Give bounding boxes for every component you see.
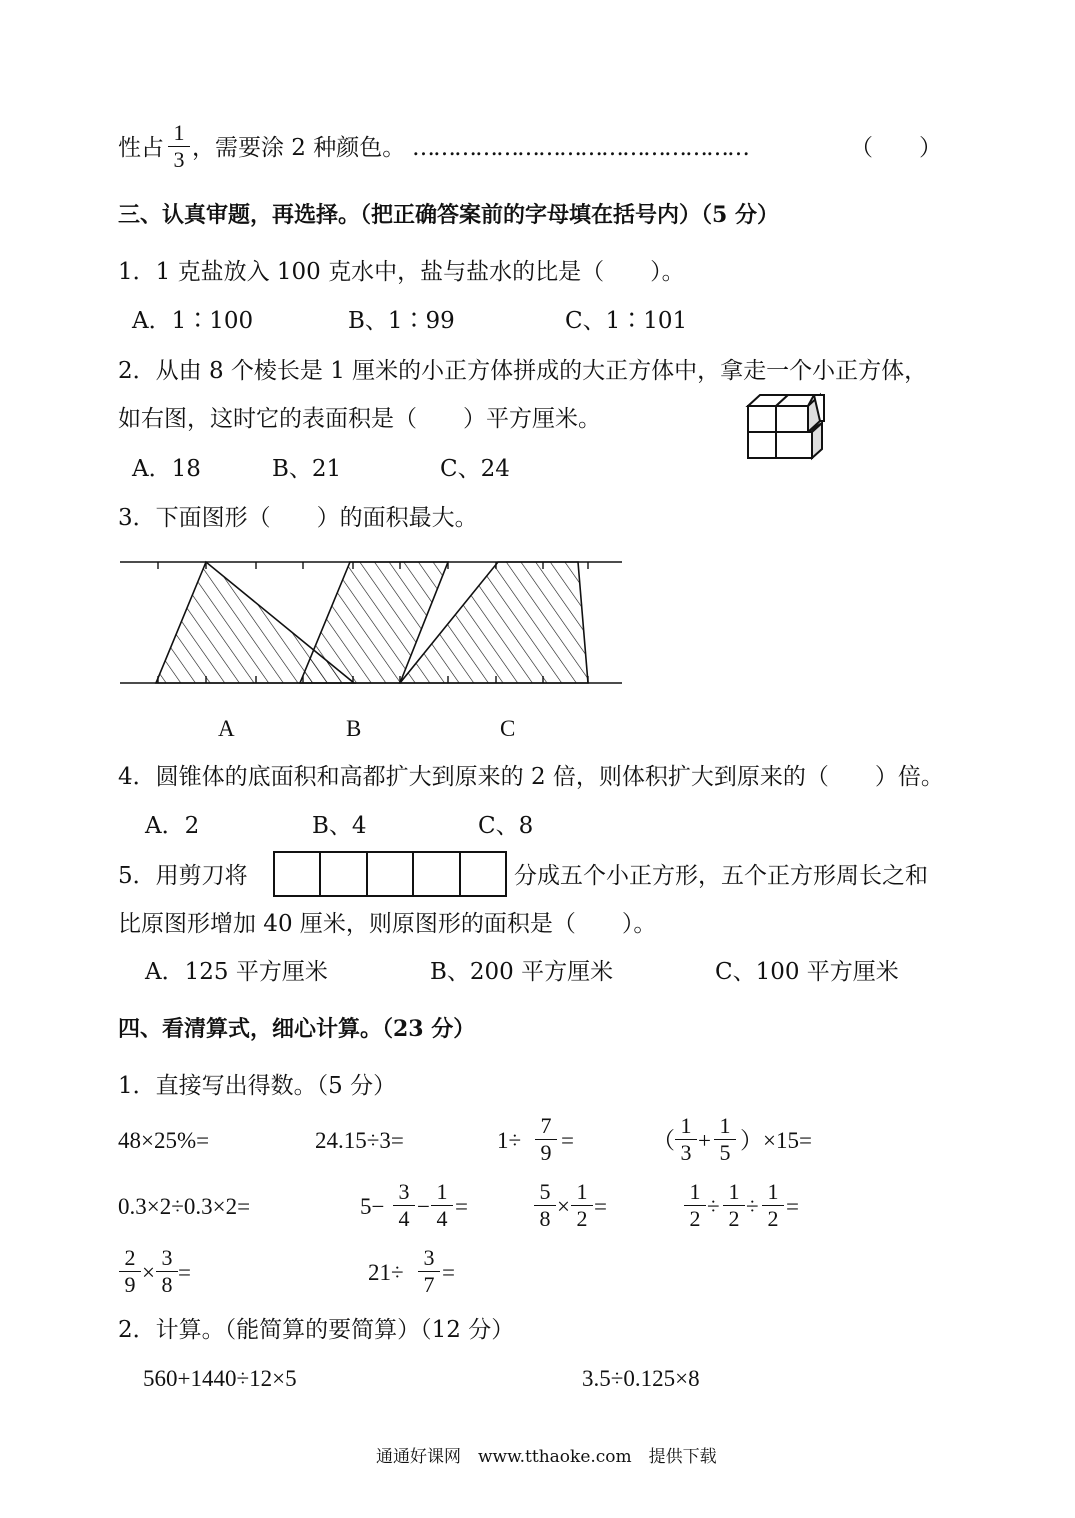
q2-option-b: B、21 (272, 456, 342, 482)
q2-line2: 如右图，这时它的表面积是（ ）平方厘米。 (118, 406, 601, 432)
top-item-prefix: 性占 (118, 135, 164, 161)
fraction-1-4: 1 4 (431, 1180, 453, 1231)
q5-option-a: A．125 平方厘米 (145, 959, 328, 985)
q4-option-a: A．2 (145, 813, 200, 839)
q1-option-b: B、1∶99 (348, 308, 455, 334)
fraction-1-2: 1 2 (762, 1180, 784, 1231)
page-footer: 通通好课网 www.tthaoke.com 提供下载 (376, 1447, 717, 1467)
q5-suffix: 分成五个小正方形，五个正方形周长之和 (514, 863, 928, 889)
top-item-suffix: ，需要涂 2 种颜色。 (192, 135, 406, 161)
fraction-3-7: 3 7 (418, 1246, 440, 1297)
shape-label-c: C (500, 716, 516, 741)
divide-sign: ÷ (746, 1194, 759, 1219)
fraction-1-5: 1 5 (714, 1114, 736, 1165)
q2-option-a: A．18 (132, 456, 201, 482)
q4-option-c: C、8 (478, 813, 534, 839)
calc-expr-2: 3.5÷0.125×8 (582, 1366, 700, 1391)
shape-label-b: B (346, 716, 362, 741)
fraction-1-2: 1 2 (571, 1180, 593, 1231)
section3-heading: 三、认真审题，再选择。（把正确答案前的字母填在括号内）（5 分） (118, 202, 779, 228)
part2-title: 2．计算。（能简算的要简算）（12 分） (118, 1317, 515, 1343)
q3-shapes-figure (118, 552, 624, 692)
plus-sign: + (698, 1128, 711, 1153)
expr-1-div-prefix: 1÷ (497, 1128, 522, 1153)
divide-sign: ÷ (707, 1194, 720, 1219)
q5-option-b: B、200 平方厘米 (430, 959, 614, 985)
minus-sign: − (417, 1194, 430, 1219)
expr-equals: = (455, 1194, 468, 1219)
fraction-3-4: 3 4 (393, 1180, 415, 1231)
answer-paren[interactable]: （ ） (850, 135, 942, 161)
expr-21-div: 21÷ (368, 1260, 404, 1285)
expr-0-3x2: 0.3×2÷0.3×2= (118, 1194, 251, 1219)
q5-prefix: 5．用剪刀将 (118, 863, 248, 889)
expr-24-15-div-3: 24.15÷3= (315, 1128, 404, 1153)
times-sign: × (557, 1194, 570, 1219)
q5-option-c: C、100 平方厘米 (715, 959, 899, 985)
expr-48x25pct: 48×25%= (118, 1128, 210, 1153)
top-item-dots: ………………………………………… (412, 135, 748, 161)
cube-figure (744, 390, 828, 462)
expr-5-minus: 5− (360, 1194, 385, 1219)
fraction-one-third: 1 3 (168, 121, 190, 172)
fraction-5-8: 5 8 (534, 1180, 556, 1231)
fraction-7-9: 7 9 (535, 1114, 557, 1165)
fraction-1-2: 1 2 (723, 1180, 745, 1231)
q4-text: 4．圆锥体的底面积和高都扩大到原来的 2 倍，则体积扩大到原来的（ ）倍。 (118, 764, 944, 790)
times-sign: × (142, 1260, 155, 1285)
q2-line1: 2．从由 8 个棱长是 1 厘米的小正方体拼成的大正方体中，拿走一个小正方体， (118, 358, 928, 384)
expr-equals: = (594, 1194, 607, 1219)
calc-expr-1: 560+1440÷12×5 (143, 1366, 297, 1391)
fraction-1-3: 1 3 (675, 1114, 697, 1165)
q1-text: 1．1 克盐放入 100 克水中，盐与盐水的比是（ ）。 (118, 259, 685, 285)
q2-option-c: C、24 (440, 456, 510, 482)
q1-option-a: A．1∶100 (132, 308, 254, 334)
expr-equals: = (561, 1128, 574, 1153)
q1-option-c: C、1∶101 (565, 308, 688, 334)
shape-label-a: A (218, 716, 235, 741)
paren-open: （ (652, 1128, 675, 1154)
q4-option-b: B、4 (312, 813, 367, 839)
expr-equals: = (178, 1260, 191, 1285)
five-squares-figure (272, 850, 508, 898)
paren-close-x15: ）×15= (740, 1128, 812, 1153)
q3-text: 3．下面图形（ ）的面积最大。 (118, 505, 478, 531)
fraction-1-2: 1 2 (684, 1180, 706, 1231)
part1-title: 1．直接写出得数。（5 分） (118, 1073, 397, 1099)
q5-line2: 比原图形增加 40 厘米，则原图形的面积是（ ）。 (118, 911, 657, 937)
fraction-2-9: 2 9 (119, 1246, 141, 1297)
expr-equals: = (786, 1194, 799, 1219)
fraction-3-8: 3 8 (156, 1246, 178, 1297)
expr-equals: = (442, 1260, 455, 1285)
section4-heading: 四、看清算式，细心计算。（23 分） (118, 1016, 476, 1042)
